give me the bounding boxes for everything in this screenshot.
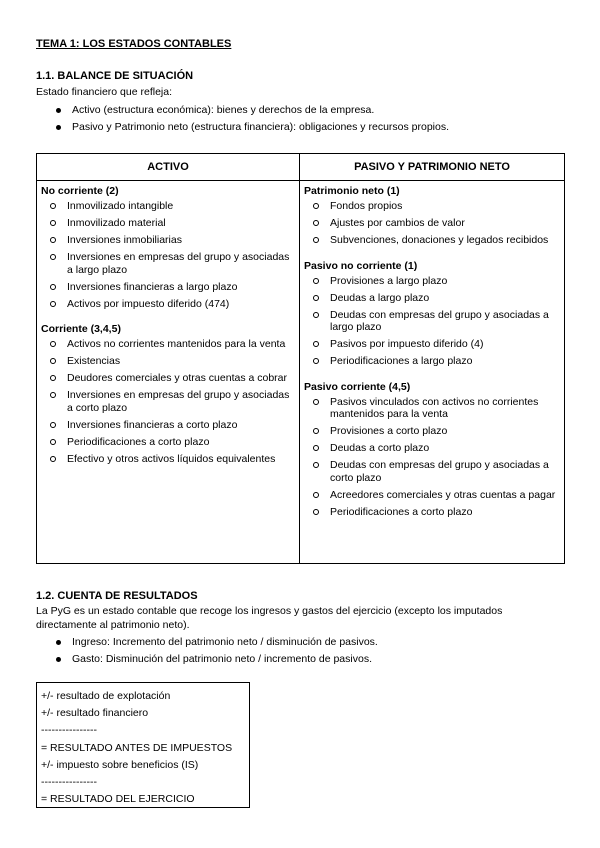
patrimonio-neto-label: Patrimonio neto (1) bbox=[304, 185, 400, 197]
balance-heading: 1.1. BALANCE DE SITUACIÓN bbox=[36, 70, 194, 82]
list-item: Periodificaciones a corto plazo bbox=[41, 436, 295, 449]
list-item: Ajustes por cambios de valor bbox=[304, 217, 560, 230]
list-item: Provisiones a largo plazo bbox=[304, 275, 560, 288]
no-corriente-label: No corriente (2) bbox=[41, 185, 119, 197]
list-item: Deudas con empresas del grupo y asociadas a largo plazo bbox=[304, 309, 560, 334]
resultados-bullet-list bbox=[54, 634, 378, 668]
list-item: Pasivos por impuesto diferido (4) bbox=[304, 338, 560, 351]
list-item: Inmovilizado intangible bbox=[41, 200, 295, 213]
list-item: Inversiones financieras a largo plazo bbox=[41, 281, 295, 294]
list-item: Subvenciones, donaciones y legados recibidos bbox=[304, 234, 560, 247]
pyg-line: +/- resultado de explotación bbox=[41, 690, 171, 702]
pyg-line: +/- impuesto sobre beneficios (IS) bbox=[41, 758, 199, 771]
list-item: Pasivos vinculados con activos no corrientes mantenidos para la venta bbox=[304, 396, 560, 421]
document-title: TEMA 1: LOS ESTADOS CONTABLES bbox=[36, 38, 232, 50]
no-corriente-list bbox=[41, 200, 295, 310]
balance-intro: Estado financiero que refleja: bbox=[36, 86, 173, 98]
list-item: Deudas a corto plazo bbox=[304, 442, 560, 455]
pasivo-cell bbox=[300, 181, 565, 564]
pyg-line: = RESULTADO ANTES DE IMPUESTOS bbox=[41, 741, 233, 754]
balance-bullet-list bbox=[54, 102, 449, 136]
resultados-intro: La PyG es un estado contable que recoge los ingresos y gastos del ejercicio (excepto los imputados directamente al patrimonio neto). bbox=[36, 605, 503, 631]
list-item: Periodificaciones a largo plazo bbox=[304, 355, 560, 368]
pasivo-no-corriente-label: Pasivo no corriente (1) bbox=[304, 259, 418, 272]
pasivo-corriente-list bbox=[304, 396, 560, 519]
list-item: Activos por impuesto diferido (474) bbox=[41, 298, 295, 311]
corriente-list bbox=[41, 338, 295, 465]
list-item: Deudas con empresas del grupo y asociadas a corto plazo bbox=[304, 459, 560, 484]
list-item: Inversiones en empresas del grupo y asociadas a largo plazo bbox=[41, 251, 295, 276]
pyg-formula-box bbox=[36, 682, 250, 808]
pyg-separator: ---------------- bbox=[41, 724, 97, 737]
bullet-ingreso: Ingreso: Incremento del patrimonio neto / disminución de pasivos. bbox=[54, 634, 378, 651]
resultados-heading: 1.2. CUENTA DE RESULTADOS bbox=[36, 590, 198, 602]
bullet-gasto: Gasto: Disminución del patrimonio neto / incremento de pasivos. bbox=[54, 651, 378, 668]
list-item: Inmovilizado material bbox=[41, 217, 295, 230]
pasivo-column-header: PASIVO Y PATRIMONIO NETO bbox=[300, 154, 565, 181]
bullet-activo: Activo (estructura económica): bienes y derechos de la empresa. bbox=[54, 102, 449, 119]
activo-cell bbox=[37, 181, 300, 564]
pyg-line: = RESULTADO DEL EJERCICIO bbox=[41, 793, 195, 806]
activo-column-header: ACTIVO bbox=[37, 154, 300, 181]
list-item: Activos no corrientes mantenidos para la venta bbox=[41, 338, 295, 351]
list-item: Inversiones inmobiliarias bbox=[41, 234, 295, 247]
list-item: Acreedores comerciales y otras cuentas a pagar bbox=[304, 489, 560, 502]
corriente-label: Corriente (3,4,5) bbox=[41, 323, 121, 335]
list-item: Deudores comerciales y otras cuentas a cobrar bbox=[41, 372, 295, 385]
list-item: Deudas a largo plazo bbox=[304, 292, 560, 305]
pasivo-no-corriente-list bbox=[304, 275, 560, 368]
bullet-pasivo: Pasivo y Patrimonio neto (estructura financiera): obligaciones y recursos propios. bbox=[54, 119, 449, 136]
list-item: Existencias bbox=[41, 355, 295, 368]
pyg-line: +/- resultado financiero bbox=[41, 707, 149, 720]
list-item: Periodificaciones a corto plazo bbox=[304, 506, 560, 519]
pasivo-corriente-label: Pasivo corriente (4,5) bbox=[304, 380, 411, 393]
list-item: Inversiones en empresas del grupo y asociadas a corto plazo bbox=[41, 389, 295, 414]
list-item: Inversiones financieras a corto plazo bbox=[41, 419, 295, 432]
list-item: Efectivo y otros activos líquidos equivalentes bbox=[41, 453, 295, 466]
pyg-separator: ---------------- bbox=[41, 776, 97, 789]
patrimonio-neto-list bbox=[304, 200, 560, 247]
list-item: Fondos propios bbox=[304, 200, 560, 213]
balance-table bbox=[36, 153, 565, 564]
list-item: Provisiones a corto plazo bbox=[304, 425, 560, 438]
